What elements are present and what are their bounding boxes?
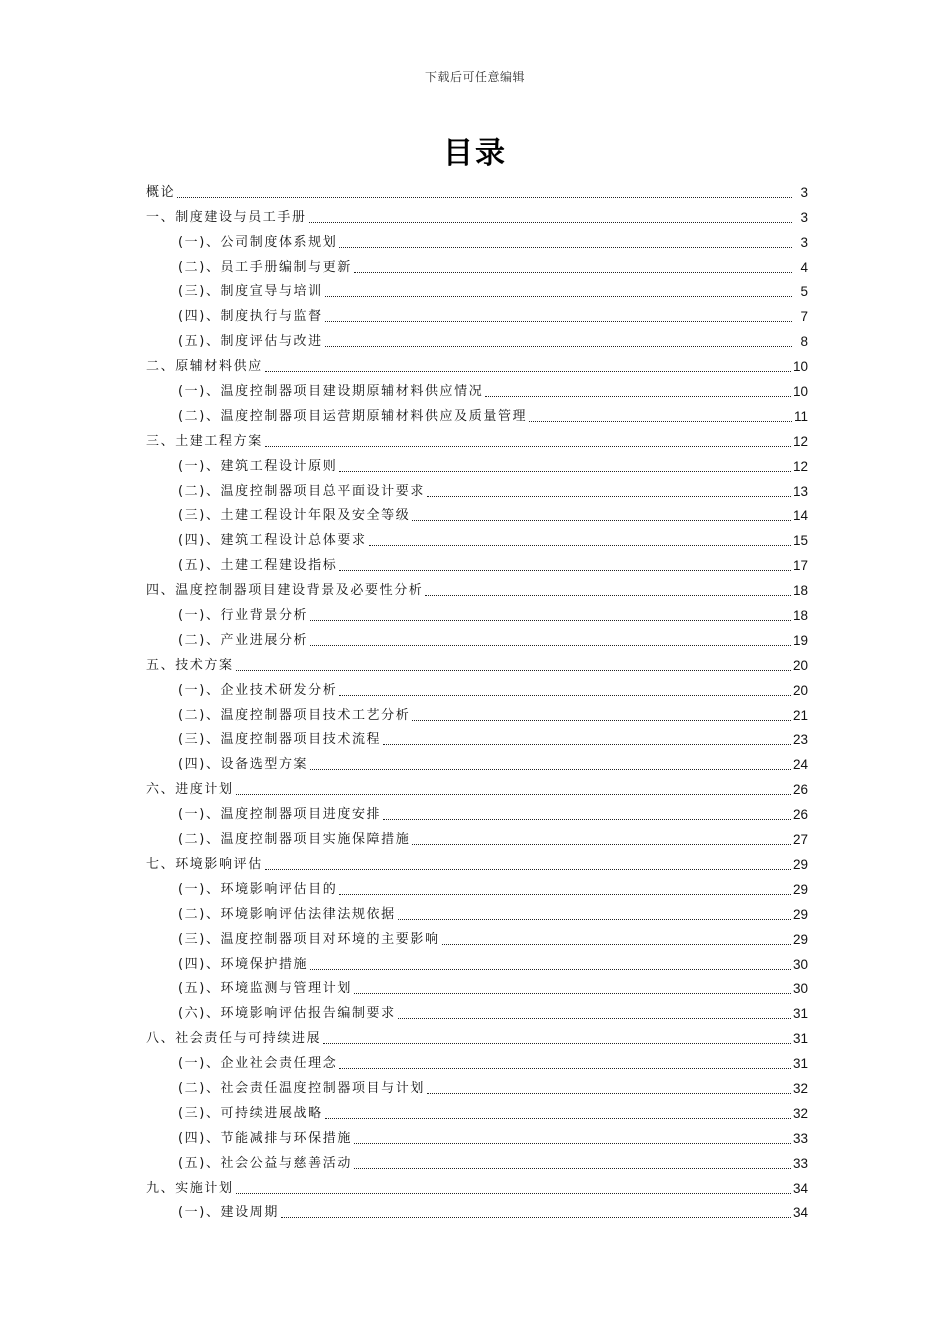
toc-dot-leader xyxy=(323,1042,791,1044)
toc-entry-page: 11 xyxy=(793,408,808,424)
toc-entry[interactable] xyxy=(146,376,808,401)
toc-entry-label: 概论 xyxy=(146,184,176,200)
toc-dot-leader xyxy=(339,246,792,248)
toc-entry-page: 24 xyxy=(792,757,808,773)
toc-entry[interactable] xyxy=(146,625,808,650)
toc-dot-leader xyxy=(325,1117,791,1119)
toc-dot-leader xyxy=(529,420,792,422)
toc-entry[interactable] xyxy=(146,700,808,725)
toc-entry-page: 34 xyxy=(792,1205,808,1221)
toc-entry-label: 八、社会责任与可持续进展 xyxy=(146,1031,322,1047)
toc-entry-label: 九、实施计划 xyxy=(146,1180,234,1196)
toc-dot-leader xyxy=(310,644,791,646)
toc-dot-leader xyxy=(369,544,791,546)
toc-entry[interactable] xyxy=(146,924,808,949)
toc-entry-page: 33 xyxy=(792,1155,808,1171)
toc-entry-page: 26 xyxy=(792,807,808,823)
toc-entry-label: (四)、制度执行与监督 xyxy=(178,309,323,325)
toc-entry-page: 10 xyxy=(792,384,808,400)
toc-entry-label: (二)、温度控制器项目运营期原辅材料供应及质量管理 xyxy=(178,408,528,424)
toc-entry[interactable] xyxy=(146,849,808,874)
toc-entry[interactable] xyxy=(146,749,808,774)
toc-entry-label: 五、技术方案 xyxy=(146,657,234,673)
toc-dot-leader xyxy=(398,1017,791,1019)
toc-entry-page: 18 xyxy=(792,608,808,624)
toc-entry-label: (一)、建设周期 xyxy=(178,1205,279,1221)
toc-dot-leader xyxy=(310,768,791,770)
toc-entry[interactable] xyxy=(146,1023,808,1048)
toc-dot-leader xyxy=(427,495,791,497)
toc-entry[interactable] xyxy=(146,774,808,799)
toc-entry[interactable] xyxy=(146,675,808,700)
toc-entry-label: 六、进度计划 xyxy=(146,782,234,798)
toc-dot-leader xyxy=(325,295,792,297)
toc-dot-leader xyxy=(339,1067,791,1069)
toc-entry[interactable] xyxy=(146,501,808,526)
toc-entry[interactable] xyxy=(146,874,808,899)
toc-entry-page: 17 xyxy=(792,558,808,574)
toc-entry-page: 27 xyxy=(792,832,808,848)
toc-entry-label: (二)、温度控制器项目实施保障措施 xyxy=(178,832,411,848)
toc-entry[interactable] xyxy=(146,351,808,376)
toc-entry[interactable] xyxy=(146,949,808,974)
toc-dot-leader xyxy=(339,569,791,571)
toc-entry-label: (四)、建筑工程设计总体要求 xyxy=(178,533,367,549)
toc-entry-label: 一、制度建设与员工手册 xyxy=(146,209,307,225)
toc-dot-leader xyxy=(425,594,791,596)
toc-entry-label: (四)、节能减排与环保措施 xyxy=(178,1130,352,1146)
toc-entry-label: (二)、产业进展分析 xyxy=(178,632,309,648)
toc-dot-leader xyxy=(412,519,791,521)
toc-entry[interactable] xyxy=(146,974,808,999)
toc-entry-label: (三)、可持续进展战略 xyxy=(178,1105,323,1121)
toc-dot-leader xyxy=(236,793,791,795)
toc-entry-label: (四)、设备选型方案 xyxy=(178,757,309,773)
toc-entry[interactable] xyxy=(146,326,808,351)
toc-entry-page: 5 xyxy=(800,284,808,300)
toc-entry-label: (二)、员工手册编制与更新 xyxy=(178,259,352,275)
toc-entry[interactable] xyxy=(146,177,808,202)
toc-entry-page: 18 xyxy=(792,583,808,599)
toc-entry-page: 10 xyxy=(792,359,808,375)
toc-dot-leader xyxy=(339,470,791,472)
toc-dot-leader xyxy=(325,345,792,347)
toc-entry-page: 32 xyxy=(792,1105,808,1121)
toc-entry-label: (一)、环境影响评估目的 xyxy=(178,881,338,897)
toc-entry-page: 26 xyxy=(792,782,808,798)
toc-entry[interactable] xyxy=(146,525,808,550)
toc-dot-leader xyxy=(325,320,792,322)
toc-dot-leader xyxy=(309,221,792,223)
toc-entry[interactable] xyxy=(146,1098,808,1123)
toc-entry[interactable] xyxy=(146,1073,808,1098)
toc-entry-page: 31 xyxy=(792,1031,808,1047)
toc-entry[interactable] xyxy=(146,451,808,476)
toc-dot-leader xyxy=(236,1192,791,1194)
toc-entry-page: 29 xyxy=(792,881,808,897)
toc-dot-leader xyxy=(354,271,792,273)
toc-entry-label: (一)、企业技术研发分析 xyxy=(178,682,338,698)
toc-entry-page: 19 xyxy=(792,632,808,648)
toc-dot-leader xyxy=(310,968,791,970)
toc-dot-leader xyxy=(383,818,791,820)
toc-entry[interactable] xyxy=(146,401,808,426)
toc-dot-leader xyxy=(265,370,791,372)
toc-entry-label: (三)、温度控制器项目对环境的主要影响 xyxy=(178,931,440,947)
toc-entry-page: 23 xyxy=(792,732,808,748)
toc-entry-page: 21 xyxy=(792,707,808,723)
toc-entry-label: (五)、环境监测与管理计划 xyxy=(178,981,352,997)
toc-entry-page: 20 xyxy=(792,657,808,673)
toc-entry[interactable] xyxy=(146,476,808,501)
toc-dot-leader xyxy=(354,1167,791,1169)
toc-entry[interactable] xyxy=(146,824,808,849)
toc-entry[interactable] xyxy=(146,1048,808,1073)
toc-entry-page: 12 xyxy=(792,458,808,474)
toc-entry[interactable] xyxy=(146,202,808,227)
toc-entry[interactable] xyxy=(146,1148,808,1173)
header-note: 下载后可任意编辑 xyxy=(424,70,525,84)
toc-dot-leader xyxy=(265,868,791,870)
toc-dot-leader xyxy=(354,1142,791,1144)
toc-dot-leader xyxy=(412,719,791,721)
toc-entry-page: 3 xyxy=(800,209,808,225)
toc-entry-label: (五)、土建工程建设指标 xyxy=(178,558,338,574)
toc-entry-label: (三)、土建工程设计年限及安全等级 xyxy=(178,508,411,524)
toc-entry-label: (五)、制度评估与改进 xyxy=(178,334,323,350)
toc-entry-label: (四)、环境保护措施 xyxy=(178,956,309,972)
toc-entry[interactable] xyxy=(146,799,808,824)
toc-dot-leader xyxy=(265,445,791,447)
toc-dot-leader xyxy=(412,843,791,845)
toc-entry[interactable] xyxy=(146,550,808,575)
toc-entry-page: 14 xyxy=(792,508,808,524)
toc-entry-label: (三)、制度宣导与培训 xyxy=(178,284,323,300)
toc-dot-leader xyxy=(383,743,791,745)
toc-dot-leader xyxy=(398,918,791,920)
toc-entry-page: 3 xyxy=(800,184,808,200)
toc-entry-page: 15 xyxy=(792,533,808,549)
toc-entry-page: 7 xyxy=(800,309,808,325)
toc-entry-label: 七、环境影响评估 xyxy=(146,856,263,872)
toc-entry[interactable] xyxy=(146,998,808,1023)
toc-entry-label: (一)、温度控制器项目建设期原辅材料供应情况 xyxy=(178,384,484,400)
toc-entry-label: (一)、温度控制器项目进度安排 xyxy=(178,807,382,823)
toc-entry-page: 29 xyxy=(792,856,808,872)
toc-entry-page: 31 xyxy=(792,1006,808,1022)
toc-entry[interactable] xyxy=(146,301,808,326)
toc-entry[interactable] xyxy=(146,725,808,750)
toc-dot-leader xyxy=(310,619,791,621)
toc-entry-label: (六)、环境影响评估报告编制要求 xyxy=(178,1006,396,1022)
toc-entry-page: 34 xyxy=(792,1180,808,1196)
toc-entry-page: 30 xyxy=(792,956,808,972)
toc-entry-label: 二、原辅材料供应 xyxy=(146,359,263,375)
toc-dot-leader xyxy=(354,992,791,994)
toc-entry-label: (一)、行业背景分析 xyxy=(178,608,309,624)
toc-entry-label: (二)、温度控制器项目总平面设计要求 xyxy=(178,483,425,499)
toc-entry-page: 20 xyxy=(792,682,808,698)
toc-entry-label: (五)、社会公益与慈善活动 xyxy=(178,1155,352,1171)
toc-entry-page: 13 xyxy=(792,483,808,499)
toc-entry-page: 3 xyxy=(800,234,808,250)
toc-entry[interactable] xyxy=(146,600,808,625)
toc-entry[interactable] xyxy=(146,1198,808,1223)
toc-entry-page: 31 xyxy=(792,1056,808,1072)
toc-entry-page: 12 xyxy=(792,433,808,449)
toc-entry[interactable] xyxy=(146,575,808,600)
toc-entry[interactable] xyxy=(146,277,808,302)
toc-entry-page: 29 xyxy=(792,931,808,947)
toc-entry-page: 8 xyxy=(800,334,808,350)
table-of-contents xyxy=(146,177,808,1222)
toc-entry-page: 32 xyxy=(792,1080,808,1096)
toc-entry-label: (二)、社会责任温度控制器项目与计划 xyxy=(178,1080,425,1096)
toc-dot-leader xyxy=(177,196,792,198)
toc-dot-leader xyxy=(427,1092,791,1094)
toc-entry-label: (一)、建筑工程设计原则 xyxy=(178,458,338,474)
toc-dot-leader xyxy=(339,893,791,895)
toc-dot-leader xyxy=(281,1216,791,1218)
toc-entry-label: (一)、公司制度体系规划 xyxy=(178,234,338,250)
toc-entry-label: (二)、环境影响评估法律法规依据 xyxy=(178,906,396,922)
toc-entry[interactable] xyxy=(146,899,808,924)
toc-dot-leader xyxy=(236,669,791,671)
toc-entry-page: 30 xyxy=(792,981,808,997)
toc-entry-label: (一)、企业社会责任理念 xyxy=(178,1056,338,1072)
toc-entry[interactable] xyxy=(146,426,808,451)
toc-entry-label: (三)、温度控制器项目技术流程 xyxy=(178,732,382,748)
toc-dot-leader xyxy=(339,694,791,696)
toc-entry[interactable] xyxy=(146,227,808,252)
toc-entry[interactable] xyxy=(146,252,808,277)
toc-entry-label: 四、温度控制器项目建设背景及必要性分析 xyxy=(146,583,424,599)
toc-entry-page: 33 xyxy=(792,1130,808,1146)
toc-dot-leader xyxy=(485,395,791,397)
toc-entry-page: 4 xyxy=(800,259,808,275)
toc-entry[interactable] xyxy=(146,1123,808,1148)
toc-title: 目录 xyxy=(443,136,507,171)
toc-dot-leader xyxy=(442,943,791,945)
toc-entry-label: 三、土建工程方案 xyxy=(146,433,263,449)
toc-entry[interactable] xyxy=(146,1173,808,1198)
toc-entry-label: (二)、温度控制器项目技术工艺分析 xyxy=(178,707,411,723)
toc-entry[interactable] xyxy=(146,650,808,675)
toc-entry-page: 29 xyxy=(792,906,808,922)
